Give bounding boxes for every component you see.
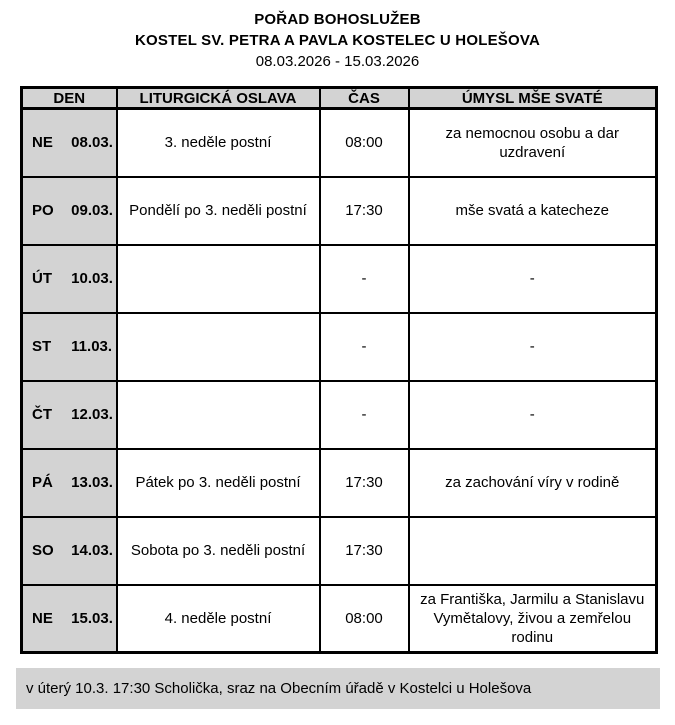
day-date: 09.03. — [71, 202, 113, 219]
time-cell: 08:00 — [320, 109, 409, 177]
day-cell — [22, 177, 117, 245]
mass-intention-cell: - — [409, 381, 657, 449]
liturgical-celebration-cell — [117, 245, 320, 313]
day-abbreviation: ÚT — [32, 270, 52, 287]
day-date: 12.03. — [71, 406, 113, 423]
day-abbreviation: PO — [32, 202, 54, 219]
table-row — [22, 313, 657, 381]
table-header — [22, 88, 657, 109]
footer-note-text: v úterý 10.3. 17:30 Scholička, sraz na Obecním úřadě v Kostelci u Holešova — [26, 680, 532, 697]
time-cell: 17:30 — [320, 449, 409, 517]
date-range: 08.03.2026 - 15.03.2026 — [255, 53, 420, 70]
table-row — [22, 381, 657, 449]
mass-intention-cell: mše svatá a katecheze — [409, 177, 657, 245]
liturgical-celebration-cell — [117, 381, 320, 449]
church-name: KOSTEL SV. PETRA A PAVLA KOSTELEC U HOLEŠOVA — [135, 32, 540, 49]
day-date: 10.03. — [71, 270, 113, 287]
day-abbreviation: SO — [32, 542, 54, 559]
day-cell — [22, 585, 117, 653]
table-row — [22, 517, 657, 585]
day-abbreviation: PÁ — [32, 474, 53, 491]
day-date: 15.03. — [71, 609, 113, 627]
column-header-cas: ČAS — [320, 88, 409, 109]
liturgical-celebration-cell: Pátek po 3. neděli postní — [117, 449, 320, 517]
mass-intention-cell: za nemocnou osobu a dar uzdravení — [409, 109, 657, 177]
day-abbreviation: ČT — [32, 406, 52, 423]
title-block — [0, 0, 675, 72]
day-date: 13.03. — [71, 474, 113, 491]
day-date: 08.03. — [71, 134, 113, 152]
liturgical-celebration-cell: 4. neděle postní — [117, 585, 320, 653]
page-title: POŘAD BOHOSLUŽEB — [254, 11, 421, 28]
service-schedule-table — [20, 86, 658, 654]
day-date: 11.03. — [71, 338, 113, 355]
liturgical-celebration-cell: Pondělí po 3. neděli postní — [117, 177, 320, 245]
day-cell — [22, 313, 117, 381]
mass-intention-cell: za zachování víry v rodině — [409, 449, 657, 517]
table-row — [22, 245, 657, 313]
mass-intention-cell — [409, 517, 657, 585]
footer-note — [16, 668, 660, 709]
table-row — [22, 109, 657, 177]
day-cell — [22, 517, 117, 585]
day-cell — [22, 245, 117, 313]
day-cell — [22, 449, 117, 517]
mass-intention-cell: za Františka, Jarmilu a Stanislavu Vymětalovy, živou a zemřelou rodinu — [409, 585, 657, 653]
time-cell: - — [320, 381, 409, 449]
table-row — [22, 585, 657, 653]
column-header-den: DEN — [22, 88, 117, 109]
time-cell: - — [320, 245, 409, 313]
day-date: 14.03. — [71, 542, 113, 559]
header-row — [22, 88, 657, 109]
time-cell: 08:00 — [320, 585, 409, 653]
day-cell — [22, 109, 117, 177]
time-cell: - — [320, 313, 409, 381]
liturgical-celebration-cell: Sobota po 3. neděli postní — [117, 517, 320, 585]
day-abbreviation: ST — [32, 338, 52, 355]
table-row — [22, 449, 657, 517]
day-abbreviation: NE — [32, 609, 53, 627]
liturgical-celebration-cell — [117, 313, 320, 381]
day-abbreviation: NE — [32, 134, 53, 152]
mass-intention-cell: - — [409, 245, 657, 313]
column-header-liturgicka-oslava: LITURGICKÁ OSLAVA — [117, 88, 320, 109]
liturgical-celebration-cell: 3. neděle postní — [117, 109, 320, 177]
table-row — [22, 177, 657, 245]
time-cell: 17:30 — [320, 177, 409, 245]
day-cell — [22, 381, 117, 449]
schedule-rows — [22, 109, 657, 653]
mass-intention-cell: - — [409, 313, 657, 381]
column-header-umysl: ÚMYSL MŠE SVATÉ — [409, 88, 657, 109]
time-cell: 17:30 — [320, 517, 409, 585]
